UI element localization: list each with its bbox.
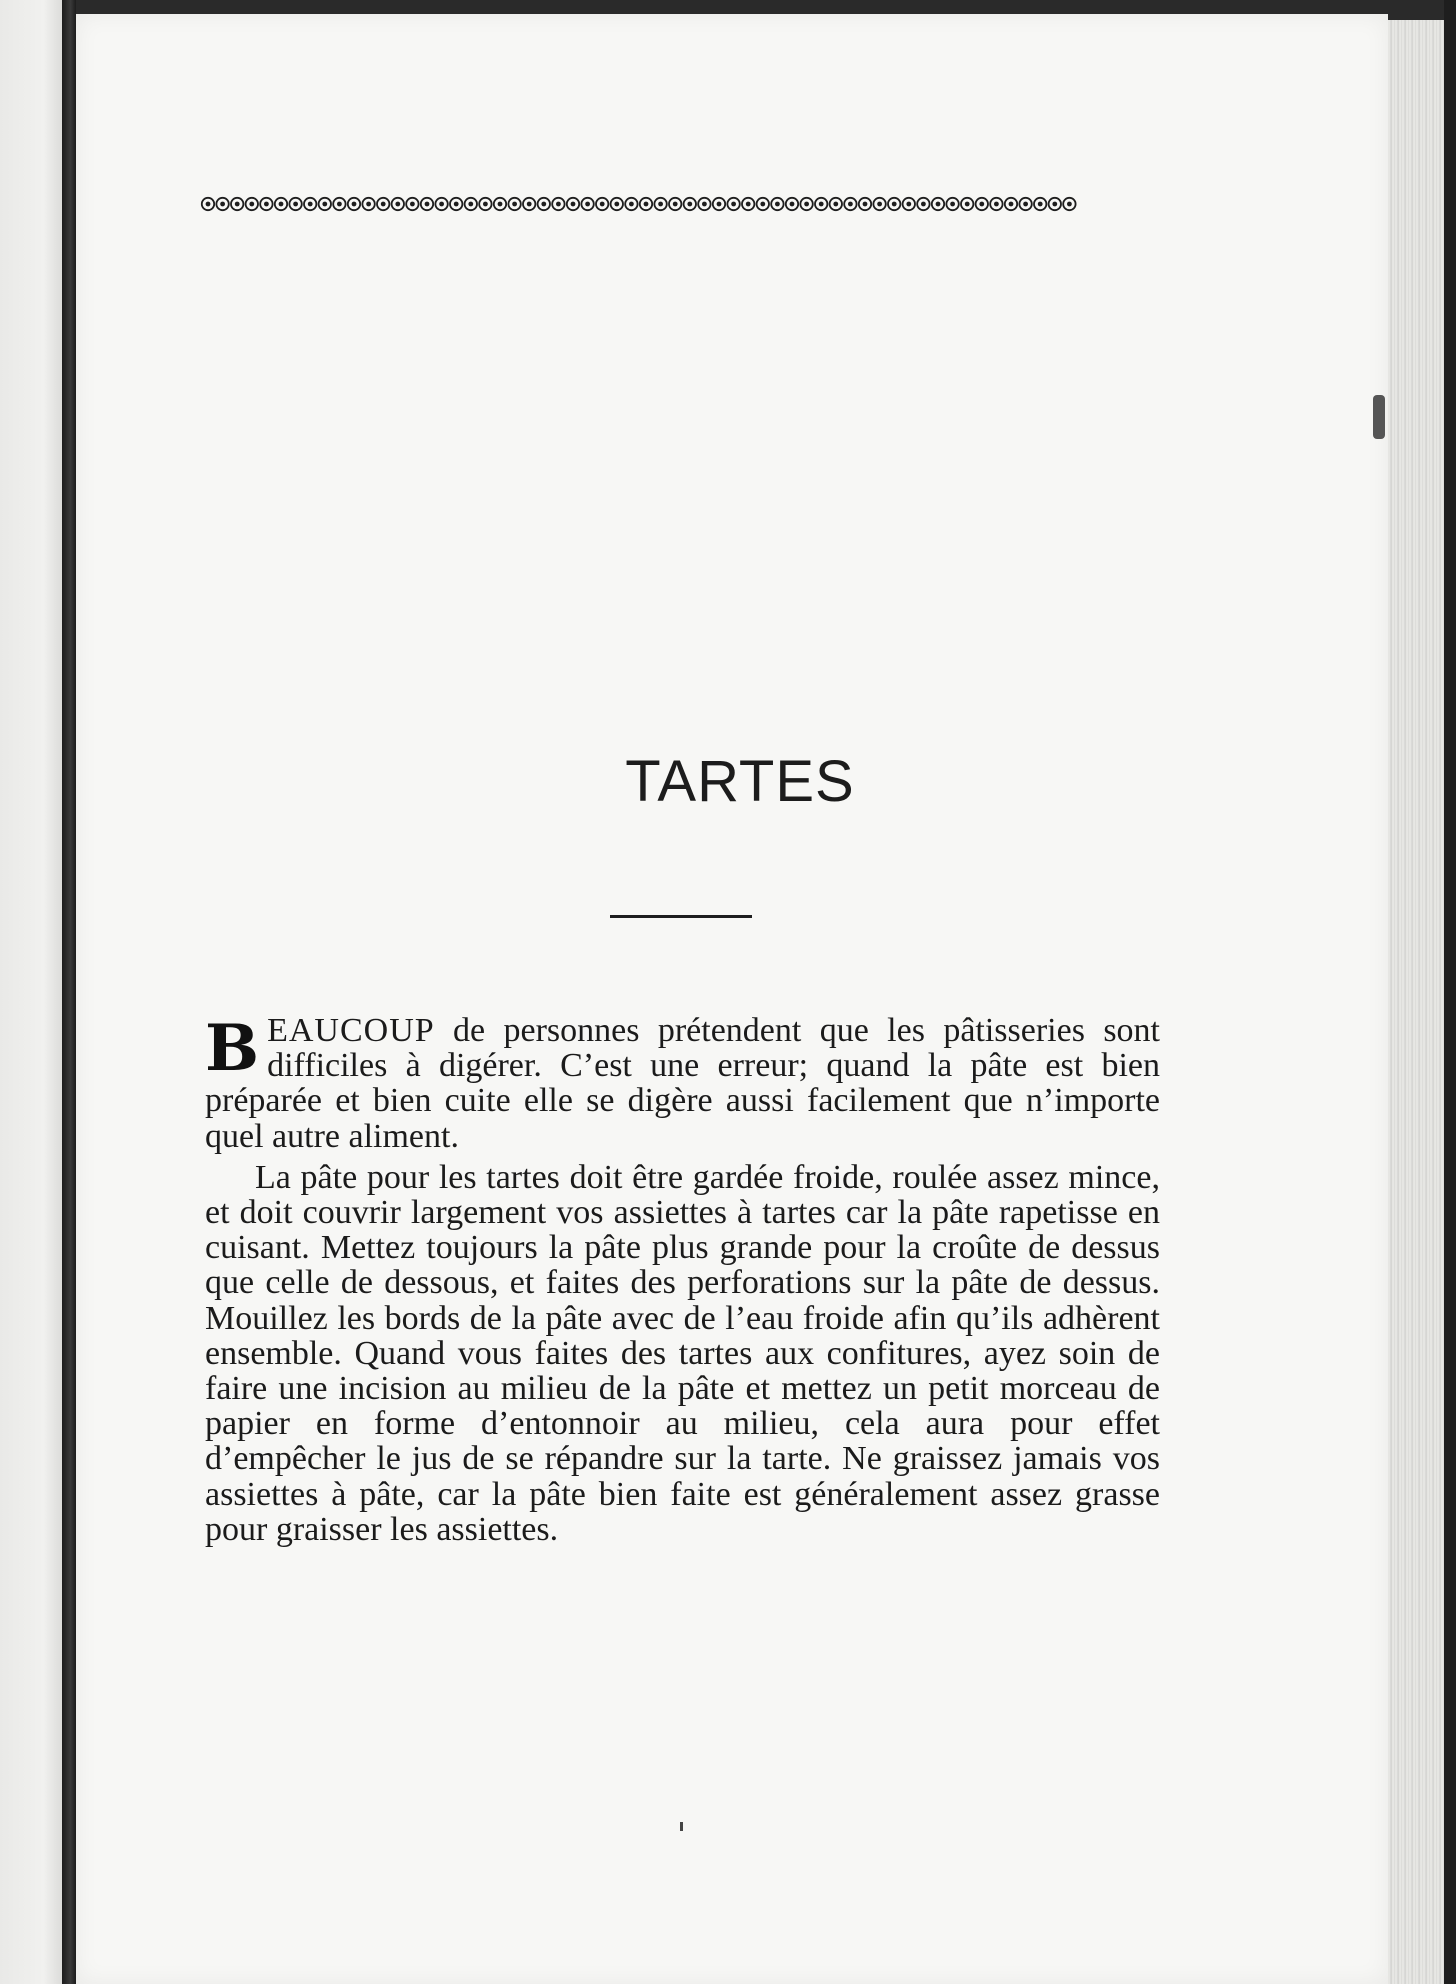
previous-page-edge xyxy=(0,0,62,1984)
paragraph-1 xyxy=(205,1013,1160,1154)
ornamental-border-icon xyxy=(200,186,1094,222)
ink-speck xyxy=(680,1822,683,1831)
page-title: TARTES xyxy=(625,749,855,814)
lead-word: EAUCOUP xyxy=(267,1012,435,1049)
paragraph-1-text: de personnes prétendent que les pâtisseries sont difficiles à digérer. C’est une erreur; quand la pâte est bien préparée et bien cuite elle se digère aussi facilement que n’importe quel autre aliment. xyxy=(205,1012,1160,1155)
drop-cap: B xyxy=(205,1011,260,1086)
page-edge-stack xyxy=(1388,20,1444,1984)
page-edge-shadow xyxy=(1444,0,1456,1984)
page-edge-mark xyxy=(1373,395,1385,439)
body-text xyxy=(205,1013,1160,1547)
title-divider xyxy=(610,915,752,918)
paragraph-2: La pâte pour les tartes doit être gardée froide, roulée assez mince, et doit couvrir largement vos assiettes à tartes car la pâte rapetisse en cuisant. Mettez toujours la pâte plus grande pour la croûte de dessus que celle de dessous, et faites des perforations sur la pâte de dessus. Mouillez les bords de la pâte avec de l’eau froide afin qu’ils adhèrent ensemble. Quand vous faites des tartes aux confitures, ayez soin de faire une incision au milieu de la pâte et mettez un petit morceau de papier en forme d’entonnoir au milieu, cela aura pour effet d’empêcher le jus de se répandre sur la tarte. Ne graissez jamais vos assiettes à pâte, car la pâte bien faite est généralement assez grasse pour graisser les assiettes. xyxy=(205,1158,1160,1548)
book-page xyxy=(76,14,1388,1984)
book-gutter xyxy=(62,0,76,1984)
